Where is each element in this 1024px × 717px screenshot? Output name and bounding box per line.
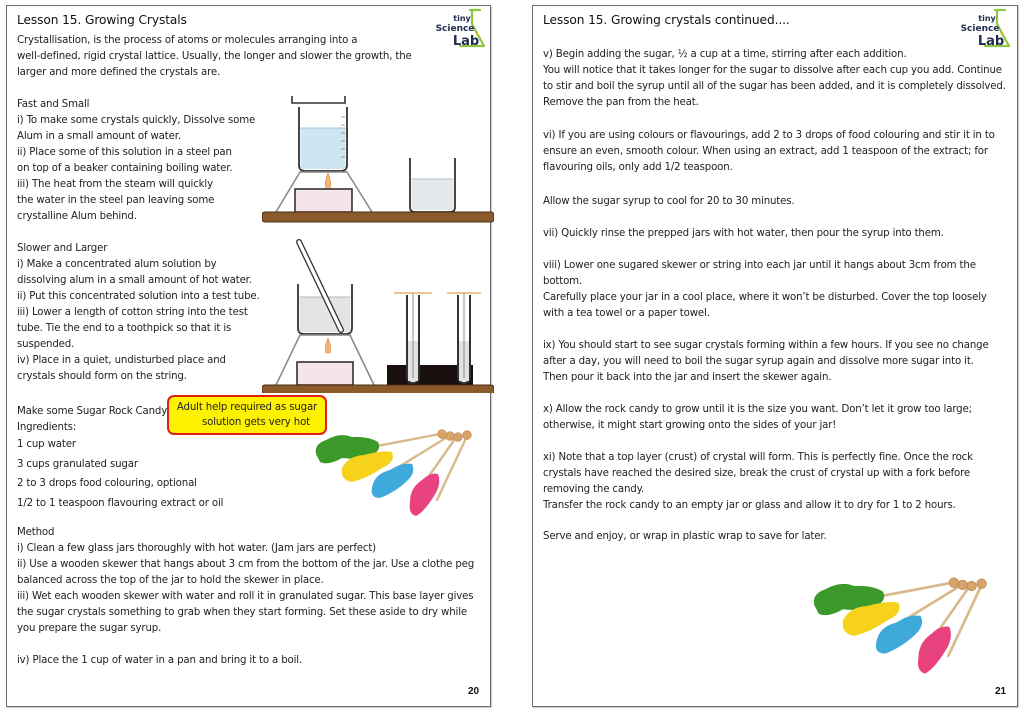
step-vi — [543, 128, 995, 176]
method-section — [17, 525, 474, 637]
ingredients-list — [17, 435, 223, 513]
intro-paragraph — [17, 33, 412, 81]
step-line: crystals have reached the desired size, break the crust of crystal up with a fork before — [543, 468, 971, 479]
step-line: Alum in a small amount of water. — [17, 131, 181, 142]
logo-text-tiny: tiny — [453, 14, 471, 23]
rock-candy-image — [804, 576, 1004, 678]
page-number: 20 — [468, 686, 480, 697]
cool-step: Allow the sugar syrup to cool for 20 to 30 minutes. — [543, 196, 795, 207]
step-line: bottom. — [543, 276, 583, 287]
step-line: Transfer the rock candy to an empty jar or glass and allow it to dry for 1 to 2 hours. — [543, 500, 956, 511]
ingredient-item: 1/2 to 1 teaspoon flavouring extract or oil — [17, 497, 224, 509]
step-line: Remove the pan from the heat. — [543, 97, 699, 108]
step-line: the water in the steel pan leaving some — [17, 195, 215, 206]
step-line: tube. Tie the end to a toothpick so that it is — [17, 323, 232, 334]
step-line: on top of a beaker containing boiling water. — [17, 163, 233, 174]
pink-candy — [410, 474, 440, 516]
step-line: You will notice that it takes longer for the sugar to dissolve after each cup you add. Continue — [543, 65, 1002, 76]
step-line: with a tea towel or a paper towel. — [543, 308, 710, 319]
serve-step: Serve and enjoy, or wrap in plastic wrap to save for later. — [543, 531, 827, 542]
step-line: iii) Lower a length of cotton string into the test — [17, 307, 248, 318]
method-line: the sugar crystals something to grab when they start forming. Set these aside to dry while — [17, 607, 467, 618]
tiny-science-lab-logo — [430, 6, 486, 50]
step-line: after a day, you will need to boil the sugar syrup again and dissolve more sugar into it. — [543, 356, 974, 367]
step-x — [543, 402, 972, 434]
method-step-iv: iv) Place the 1 cup of water in a pan and bring it to a boil. — [17, 655, 303, 666]
step-line: crystalline Alum behind. — [17, 211, 137, 222]
method-line: ii) Use a wooden skewer that hangs about 3 cm from the bottom of the jar. Use a clothe peg — [17, 559, 475, 570]
step-viii — [543, 258, 987, 322]
step-line: ensure an even, smooth colour. When using an extract, add 1 teaspoon of the extract; for — [543, 146, 988, 157]
logo-text-tiny: tiny — [978, 14, 996, 23]
logo-text-science: Science — [960, 24, 1000, 34]
step-line: otherwise, it might start growing onto the sides of your jar! — [543, 420, 837, 431]
logo-text-lab: Lab — [977, 34, 1005, 49]
section-heading: Fast and Small — [17, 99, 90, 110]
step-line: iii) The heat from the steam will quickly — [17, 179, 213, 190]
intro-line: Crystallisation, is the process of atoms or molecules arranging into a — [17, 35, 358, 46]
warning-line: solution gets very hot — [202, 417, 310, 428]
step-xi — [543, 450, 973, 514]
step-line: suspended. — [17, 339, 75, 350]
tiny-science-lab-logo — [955, 6, 1011, 50]
steam-evaporation-illustration — [262, 95, 494, 225]
test-tube-crystal-illustration — [262, 238, 494, 393]
step-line: viii) Lower one sugared skewer or string into each jar until it hangs about 3cm from the — [543, 260, 976, 271]
page-number: 21 — [995, 686, 1007, 697]
step-v — [543, 47, 1006, 111]
logo-text-science: Science — [435, 24, 475, 34]
step-line: dissolving alum in a small amount of hot water. — [17, 275, 252, 286]
method-line: iii) Wet each wooden skewer with water and roll it in granulated sugar. This base layer gives — [17, 591, 474, 602]
rock-candy-image — [312, 428, 482, 520]
method-line: you prepare the sugar syrup. — [17, 623, 162, 634]
warning-line: Adult help required as sugar — [176, 402, 318, 413]
step-line: flavouring oils, only add 1/2 teaspoon. — [543, 162, 733, 173]
step-line: x) Allow the rock candy to grow until it is the size you want. Don’t let it grow too large; — [543, 404, 972, 415]
slower-larger-section — [17, 241, 260, 385]
adult-help-warning — [167, 395, 327, 435]
pink-candy — [918, 627, 951, 674]
step-vii: vii) Quickly rinse the prepped jars with hot water, then pour the syrup into them. — [543, 228, 944, 239]
candy-heading: Make some Sugar Rock Candy — [17, 406, 168, 417]
section-heading: Method — [17, 527, 55, 538]
step-line: ii) Put this concentrated solution into a test tube. — [17, 291, 260, 302]
step-line: v) Begin adding the sugar, ½ a cup at a time, stirring after each addition. — [543, 49, 907, 60]
step-line: removing the candy. — [543, 484, 645, 495]
step-line: xi) Note that a top layer (crust) of crystal will form. This is perfectly fine. Once the rock — [543, 452, 973, 463]
ingredient-item: 3 cups granulated sugar — [17, 458, 138, 470]
logo-text-lab: Lab — [452, 34, 480, 49]
step-ix — [543, 338, 989, 386]
step-line: ii) Place some of this solution in a steel pan — [17, 147, 232, 158]
step-line: i) To make some crystals quickly, Dissolve some — [17, 115, 256, 126]
step-line: vi) If you are using colours or flavourings, add 2 to 3 drops of food colouring and stir it in to — [543, 130, 995, 141]
method-line: i) Clean a few glass jars thoroughly with hot water. (Jam jars are perfect) — [17, 543, 377, 554]
ingredient-item: 2 to 3 drops food colouring, optional — [17, 478, 197, 489]
left-page-title: Lesson 15. Growing Crystals — [17, 13, 187, 27]
step-line: i) Make a concentrated alum solution by — [17, 259, 217, 270]
right-page-title: Lesson 15. Growing crystals continued.... — [543, 13, 790, 27]
section-heading: Slower and Larger — [17, 243, 108, 254]
intro-line: well-defined, rigid crystal lattice. Usually, the longer and slower the growth, the — [17, 51, 412, 62]
step-line: to stir and boil the syrup until all of the sugar has been added, and it is completely dissolved. — [543, 81, 1006, 92]
step-line: Carefully place your jar in a cool place, where it won’t be disturbed. Cover the top loosely — [543, 292, 987, 303]
intro-line: larger and more defined the crystals are. — [17, 67, 221, 78]
fast-small-section — [17, 97, 255, 225]
step-line: iv) Place in a quiet, undisturbed place and — [17, 355, 226, 366]
step-line: ix) You should start to see sugar crystals forming within a few hours. If you see no change — [543, 340, 989, 351]
ingredients-label: Ingredients: — [17, 422, 77, 433]
method-line: balanced across the top of the jar to hold the skewer in place. — [17, 575, 324, 586]
ingredient-item: 1 cup water — [17, 439, 76, 450]
step-line: Then pour it back into the jar and insert the skewer again. — [543, 372, 832, 383]
step-line: crystals should form on the string. — [17, 371, 187, 382]
